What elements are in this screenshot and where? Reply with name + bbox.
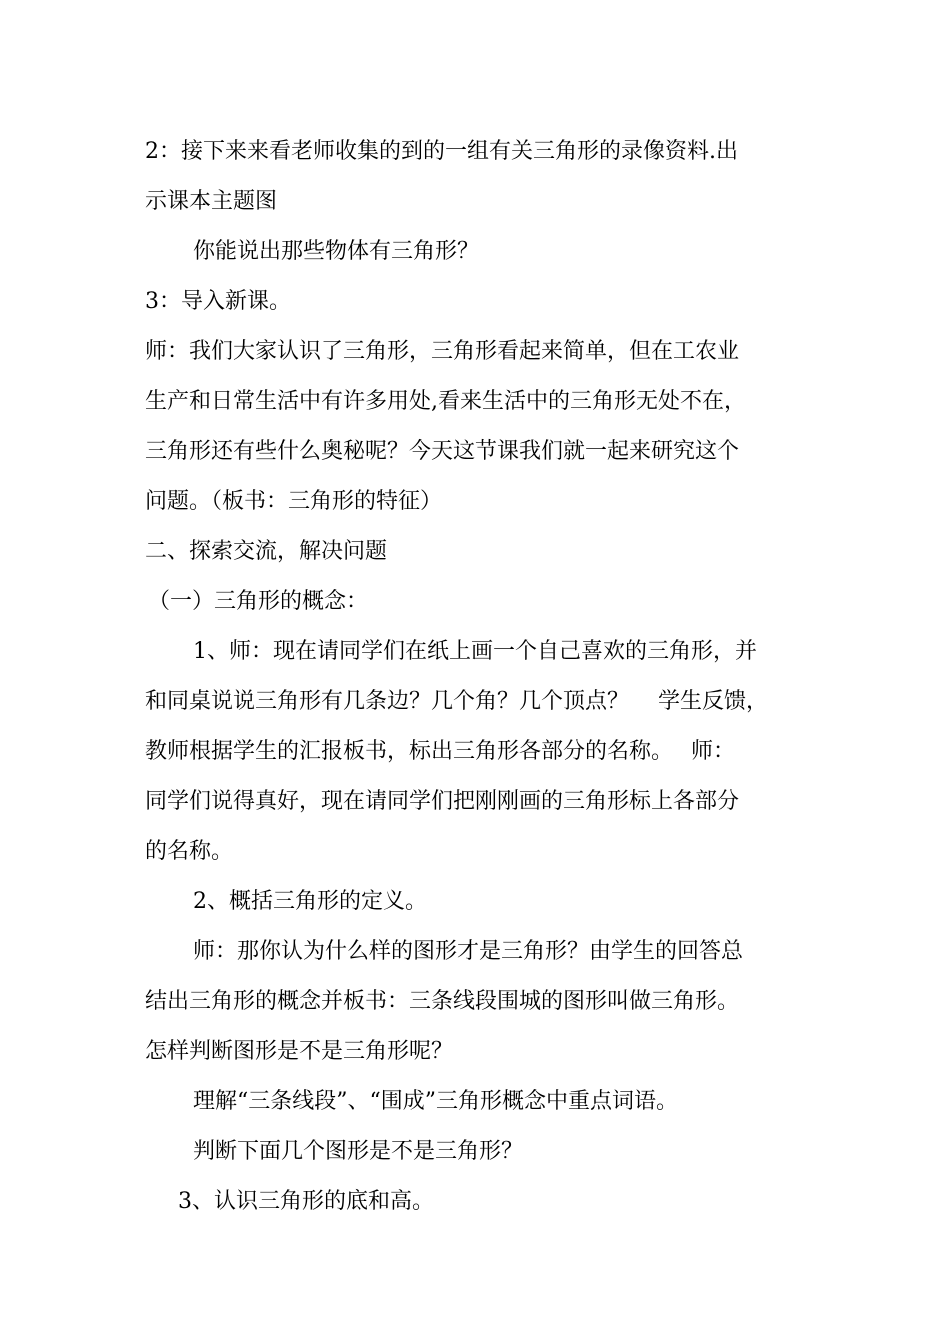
text-line-11: 1、师：现在请同学们在纸上画一个自己喜欢的三角形，并 — [193, 639, 757, 664]
text-line-15: 的名称。 — [145, 839, 234, 864]
text-line-22: 3、认识三角形的底和高。 — [178, 1189, 434, 1214]
text-line-21: 判断下面几个图形是不是三角形？ — [193, 1139, 524, 1164]
text-line-3: 你能说出那些物体有三角形？ — [193, 239, 480, 264]
text-line-8: 问题。（板书：三角形的特征） — [145, 489, 443, 514]
text-line-4: 3：导入新课。 — [145, 289, 291, 314]
text-line-6: 生产和日常生活中有许多用处,看来生活中的三角形无处不在， — [145, 389, 746, 414]
text-line-19: 怎样判断图形是不是三角形呢？ — [145, 1039, 454, 1064]
text-line-17: 师：那你认为什么样的图形才是三角形？由学生的回答总 — [193, 939, 744, 964]
text-line-16: 2、概括三角形的定义。 — [193, 889, 427, 914]
text-line-14: 同学们说得真好，现在请同学们把刚刚画的三角形标上各部分 — [145, 789, 740, 814]
text-line-13: 教师根据学生的汇报板书，标出三角形各部分的名称。 师： — [145, 739, 735, 764]
text-line-2: 示课本主题图 — [145, 189, 278, 214]
section-heading: 二、探索交流，解决问题 — [145, 539, 388, 564]
text-line-1: 2：接下来来看老师收集的到的一组有关三角形的录像资料.出 — [145, 139, 738, 164]
text-line-5: 师：我们大家认识了三角形，三角形看起来简单，但在工农业 — [145, 339, 740, 364]
subsection-heading: （一）三角形的概念： — [148, 589, 369, 614]
text-line-18: 结出三角形的概念并板书：三条线段围城的图形叫做三角形。 — [145, 989, 740, 1014]
text-line-12: 和同桌说说三角形有几条边？几个角？几个顶点？ 学生反馈， — [145, 689, 768, 714]
text-line-20: 理解“三条线段”、“围成”三角形概念中重点词语。 — [193, 1089, 678, 1114]
text-line-7: 三角形还有些什么奥秘呢？今天这节课我们就一起来研究这个 — [145, 439, 740, 464]
